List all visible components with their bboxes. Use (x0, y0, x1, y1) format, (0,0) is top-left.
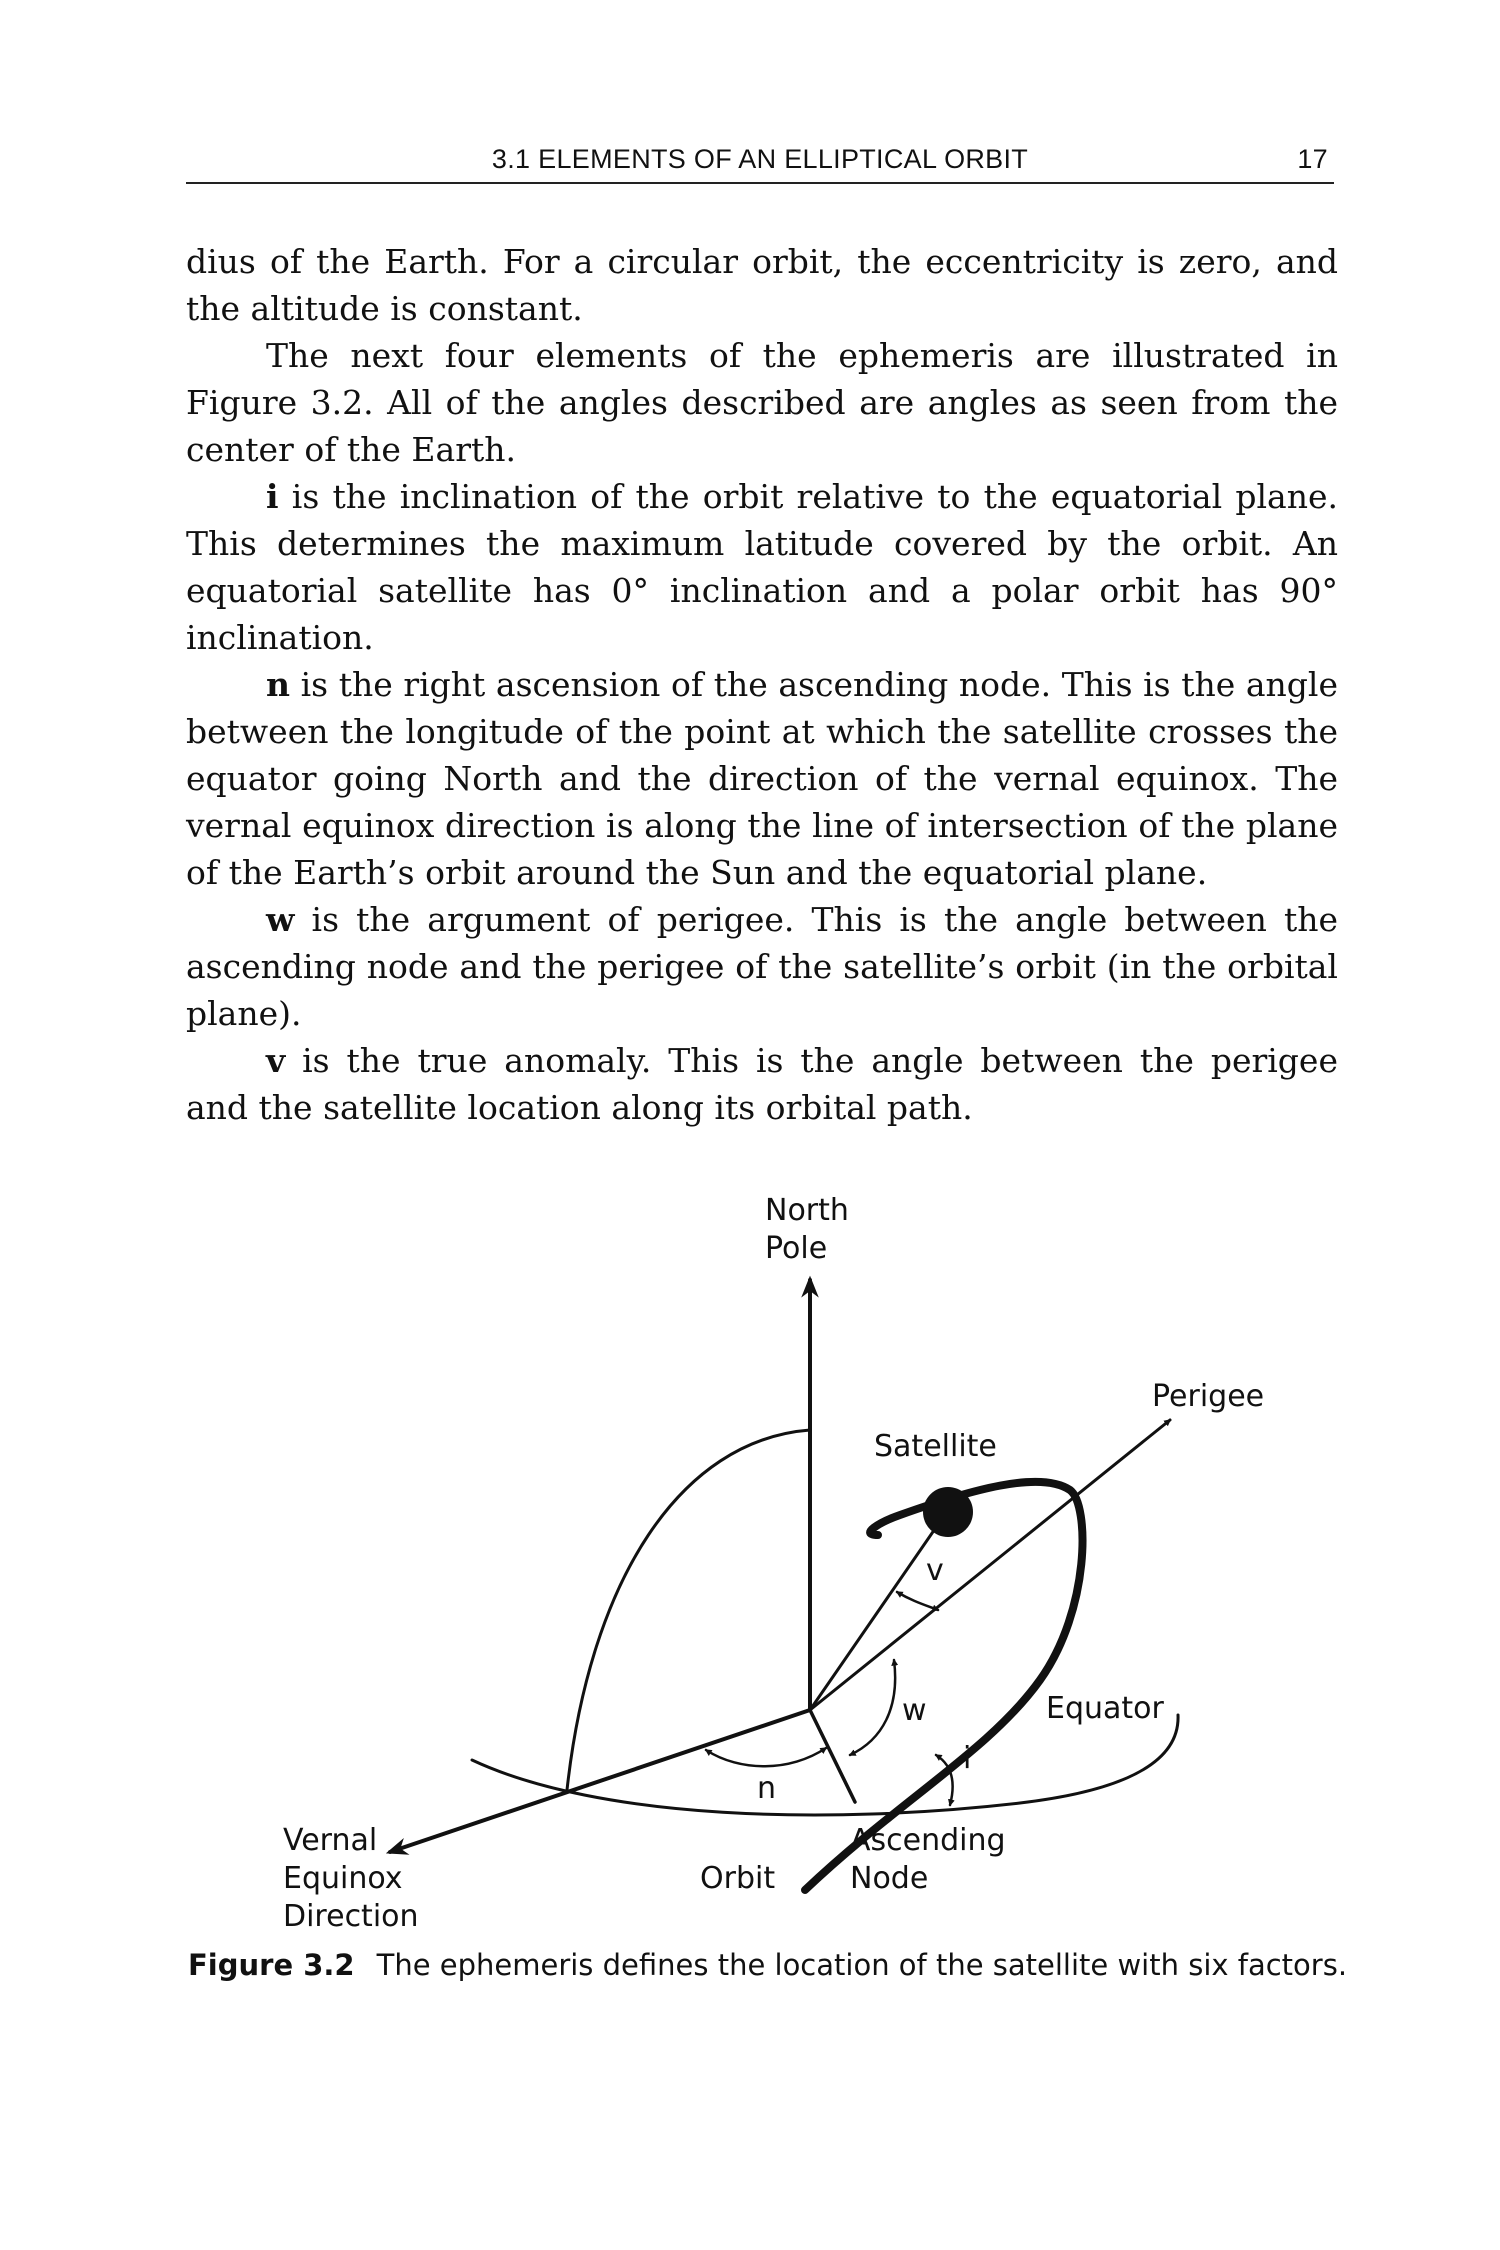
angle-arc-n (706, 1748, 826, 1766)
caption-label: Figure 3.2 (188, 1948, 355, 1982)
equator-curve (472, 1715, 1178, 1815)
satellite-body (923, 1487, 973, 1537)
label-n: n (757, 1771, 777, 1806)
definition-w: is the argument of perigee. This is the angle between the ascending node and the perigee of the satellite’s orbit (in the orbital plane). (186, 900, 1338, 1033)
orbit-diagram (0, 1160, 1500, 1940)
label-pole: Pole (765, 1231, 828, 1266)
label-ascending: Ascending (850, 1823, 1006, 1858)
label-satellite: Satellite (874, 1429, 997, 1464)
label-orbit: Orbit (700, 1861, 776, 1896)
label-equator: Equator (1046, 1691, 1164, 1726)
term-w: w (266, 900, 295, 939)
paragraph-argument-of-perigee (186, 896, 1338, 1037)
orbit-figure (0, 1160, 1500, 2000)
term-i: i (266, 477, 279, 516)
term-n: n (266, 665, 290, 704)
label-v: v (926, 1553, 944, 1588)
running-head (186, 136, 1334, 184)
caption-text: The ephemeris defines the location of the satellite with six factors. (376, 1948, 1348, 1982)
label-direction: Direction (283, 1899, 419, 1934)
label-equinox: Equinox (283, 1861, 403, 1896)
label-north: North (765, 1193, 849, 1228)
label-node: Node (850, 1861, 929, 1896)
paragraph-1: dius of the Earth. For a circular orbit, the eccentricity is zero, and the altitude is constant. (186, 242, 1338, 328)
paragraph-2: The next four elements of the ephemeris are illustrated in Figure 3.2. All of the angles described are angles as seen from the center of the Earth. (186, 336, 1338, 469)
angle-arc-v (897, 1592, 938, 1610)
paragraph-inclination (186, 473, 1338, 661)
label-w: w (902, 1693, 927, 1728)
body-text (186, 238, 1338, 1131)
label-vernal: Vernal (283, 1823, 378, 1858)
vernal-equinox-line (390, 1710, 810, 1852)
angle-arc-w (850, 1660, 895, 1755)
definition-n: is the right ascension of the ascending node. This is the angle between the longitude of the point at which the satellite crosses the equator going North and the direction of the vernal equinox. The vernal equinox direction is along the line of intersection of the plane of the Earth’s orbit around the Sun and the equatorial plane. (186, 665, 1338, 892)
term-v: v (266, 1041, 286, 1080)
ascending-node-line (810, 1710, 855, 1802)
definition-v: is the true anomaly. This is the angle between the perigee and the satellite location along its orbital path. (186, 1041, 1338, 1127)
label-perigee: Perigee (1152, 1379, 1265, 1414)
section-title: 3.1 ELEMENTS OF AN ELLIPTICAL ORBIT (491, 144, 1029, 174)
paragraph-true-anomaly (186, 1037, 1338, 1131)
definition-i: is the inclination of the orbit relative to the equatorial plane. This determines the maximum latitude covered by the orbit. An equatorial satellite has 0° inclination and a polar orbit has 90° inclination. (186, 477, 1338, 657)
meridian-arc (567, 1430, 810, 1790)
satellite-radius-line (810, 1510, 948, 1710)
figure-caption (188, 1948, 1348, 1982)
paragraph-ascending-node (186, 661, 1338, 896)
page-number: 17 (1297, 144, 1328, 174)
label-i: i (963, 1741, 972, 1776)
